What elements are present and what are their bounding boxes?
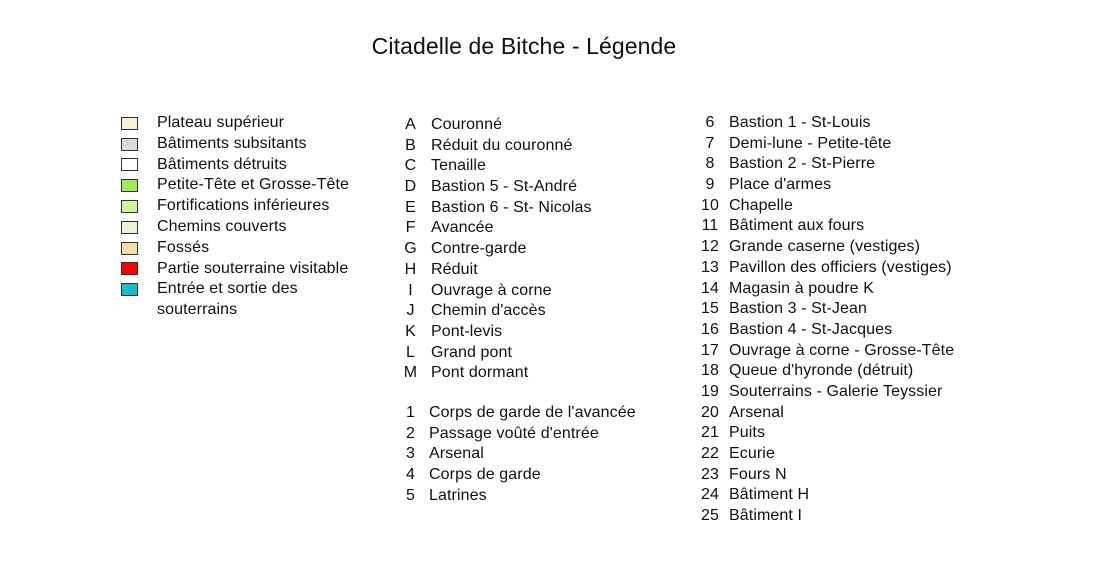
legend-code: D — [404, 178, 417, 196]
legend-code: 7 — [705, 134, 715, 152]
legend-label: Bastion 3 - St-Jean — [729, 300, 867, 318]
legend-label: Bastion 5 - St-André — [431, 178, 578, 196]
legend-code: 15 — [701, 300, 719, 318]
legend-code: 4 — [406, 466, 415, 484]
legend-code: 3 — [406, 445, 415, 463]
color-legend-item — [121, 217, 349, 238]
legend-label: Grand pont — [431, 343, 513, 361]
legend-label: Couronné — [431, 116, 503, 133]
legend-entry — [698, 444, 954, 465]
legend-label: Ouvrage à corne — [431, 281, 552, 299]
legend-entry — [400, 424, 636, 445]
legend-label: Contre-garde — [431, 240, 527, 258]
color-legend-item — [121, 134, 349, 155]
legend-entry — [698, 423, 954, 444]
color-legend-item — [121, 155, 349, 176]
legend-code: 11 — [701, 217, 719, 235]
color-swatch — [121, 158, 138, 171]
legend-code: 10 — [701, 196, 719, 214]
legend-label: Souterrains - Galerie Teyssier — [729, 382, 943, 400]
legend-code: I — [408, 281, 413, 299]
legend-label: Demi-lune - Petite-tête — [729, 134, 892, 152]
legend-code: 25 — [701, 507, 719, 525]
legend-entry — [400, 177, 592, 198]
legend-entry — [400, 115, 592, 136]
legend-label: Bastion 2 - St-Pierre — [729, 155, 876, 173]
legend-code: H — [404, 260, 417, 278]
legend-code: L — [406, 343, 415, 361]
legend-entry — [698, 258, 954, 279]
legend-code: 19 — [701, 382, 719, 400]
legend-label: Corps de garde de l'avancée — [429, 404, 636, 421]
color-legend-label: Plateau supérieur — [157, 114, 285, 131]
color-legend-label: Petite-Tête et Grosse-Tête — [157, 176, 350, 194]
legend-entry — [698, 299, 954, 320]
legend-label: Bâtiment H — [729, 486, 810, 504]
legend-label: Avancée — [431, 219, 494, 237]
legend-entry — [698, 175, 954, 196]
legend-code: 22 — [701, 445, 719, 462]
legend-entry — [698, 403, 954, 424]
legend-entry — [400, 198, 592, 219]
legend-code: 2 — [406, 424, 415, 442]
legend-label: Chemin d'accès — [431, 302, 546, 320]
legend-label: Corps de garde — [429, 466, 541, 484]
legend-code: A — [405, 116, 416, 133]
legend-entry — [698, 382, 954, 403]
legend-entry — [400, 281, 592, 302]
legend-label: Pavillon des officiers (vestiges) — [729, 258, 952, 276]
legend-code: 13 — [701, 258, 719, 276]
legend-code: 6 — [705, 114, 715, 131]
legend-entry — [400, 444, 636, 465]
color-legend-item — [121, 279, 331, 321]
legend-entry — [400, 343, 592, 364]
color-legend-item — [121, 238, 349, 259]
legend-entry — [698, 279, 954, 300]
color-swatch — [121, 117, 138, 130]
legend-entry — [400, 322, 592, 343]
legend-entry — [698, 320, 954, 341]
legend-code: K — [405, 322, 416, 340]
legend-entry — [698, 196, 954, 217]
color-legend-item — [121, 196, 349, 217]
legend-entry — [698, 485, 954, 506]
color-legend-label: Entrée et sortie des souterrains — [157, 280, 298, 319]
legend-code: J — [406, 302, 415, 320]
legend-entry — [400, 218, 592, 239]
color-legend-item — [121, 259, 349, 280]
legend-entry — [400, 403, 636, 424]
legend-label: Tenaille — [431, 157, 487, 175]
color-swatch — [121, 242, 138, 255]
legend-label: Magasin à poudre K — [729, 279, 875, 297]
legend-entry — [400, 239, 592, 260]
legend-code: 5 — [406, 486, 415, 504]
legend-code: B — [405, 136, 416, 154]
color-legend-item — [121, 175, 349, 196]
legend-label: Grande caserne (vestiges) — [729, 238, 921, 256]
legend-label: Pont dormant — [431, 364, 529, 382]
legend-label: Fours N — [729, 465, 787, 483]
legend-code: 14 — [701, 279, 719, 297]
color-legend-label: Bâtiments détruits — [157, 155, 287, 173]
number-legend-1 — [400, 403, 636, 506]
number-legend-2 — [698, 113, 954, 527]
legend-label: Bastion 6 - St- Nicolas — [431, 198, 592, 216]
legend-label: Passage voûté d'entrée — [429, 424, 599, 442]
legend-entry — [698, 216, 954, 237]
legend-label: Latrines — [429, 486, 487, 504]
legend-entry — [400, 465, 636, 486]
legend-entry — [400, 136, 592, 157]
legend-code: C — [404, 157, 417, 175]
legend-label: Puits — [729, 424, 766, 442]
legend-code: 8 — [705, 155, 715, 173]
legend-entry — [698, 113, 954, 134]
legend-code: 17 — [701, 341, 719, 359]
legend-entry — [400, 486, 636, 507]
legend-label: Arsenal — [429, 445, 484, 463]
legend-label: Arsenal — [729, 403, 784, 421]
color-swatch — [121, 283, 138, 296]
legend-entry — [698, 361, 954, 382]
color-legend — [121, 113, 349, 321]
legend-entry — [400, 156, 592, 177]
color-swatch — [121, 138, 138, 151]
legend-entry — [698, 154, 954, 175]
legend-code: G — [404, 240, 417, 258]
legend-label: Réduit du couronné — [431, 136, 573, 154]
color-swatch — [121, 179, 138, 192]
legend-label: Ecurie — [729, 445, 775, 462]
color-legend-label: Fossés — [157, 238, 210, 256]
legend-code: M — [403, 364, 418, 382]
legend-label: Queue d'hyronde (détruit) — [729, 362, 914, 380]
legend-entry — [698, 237, 954, 258]
legend-entry — [400, 260, 592, 281]
legend-entry — [400, 363, 592, 384]
legend-label: Chapelle — [729, 196, 793, 214]
color-swatch — [121, 262, 138, 275]
color-swatch — [121, 200, 138, 213]
legend-label: Ouvrage à corne - Grosse-Tête — [729, 341, 955, 359]
legend-label: Réduit — [431, 260, 478, 278]
legend-code: 24 — [701, 486, 719, 504]
legend-code: 23 — [701, 465, 719, 483]
legend-label: Bâtiment aux fours — [729, 217, 865, 235]
legend-title: Citadelle de Bitche - Légende — [371, 33, 677, 59]
legend-label: Place d'armes — [729, 176, 832, 194]
legend-code: 12 — [701, 238, 719, 256]
legend-code: E — [405, 198, 416, 216]
legend-label: Bâtiment I — [729, 507, 803, 525]
legend-code: F — [405, 219, 416, 237]
color-legend-label: Bâtiments subsitants — [157, 134, 307, 152]
legend-code: 9 — [705, 176, 715, 194]
legend-entry — [698, 465, 954, 486]
legend-entry — [400, 301, 592, 322]
color-legend-item — [121, 113, 349, 134]
legend-code: 18 — [701, 362, 719, 380]
color-legend-label: Fortifications inférieures — [157, 197, 330, 215]
color-swatch — [121, 221, 138, 234]
legend-code: 20 — [701, 403, 719, 421]
legend-entry — [698, 506, 954, 527]
letter-legend — [400, 115, 592, 384]
color-legend-label: Partie souterraine visitable — [157, 259, 349, 277]
legend-entry — [698, 134, 954, 155]
legend-code: 1 — [406, 404, 415, 421]
legend-label: Pont-levis — [431, 322, 503, 340]
legend-entry — [698, 341, 954, 362]
legend-label: Bastion 4 - St-Jacques — [729, 320, 893, 338]
color-legend-label: Chemins couverts — [157, 217, 287, 235]
legend-code: 16 — [701, 320, 719, 338]
legend-label: Bastion 1 - St-Louis — [729, 114, 871, 131]
legend-code: 21 — [701, 424, 719, 442]
